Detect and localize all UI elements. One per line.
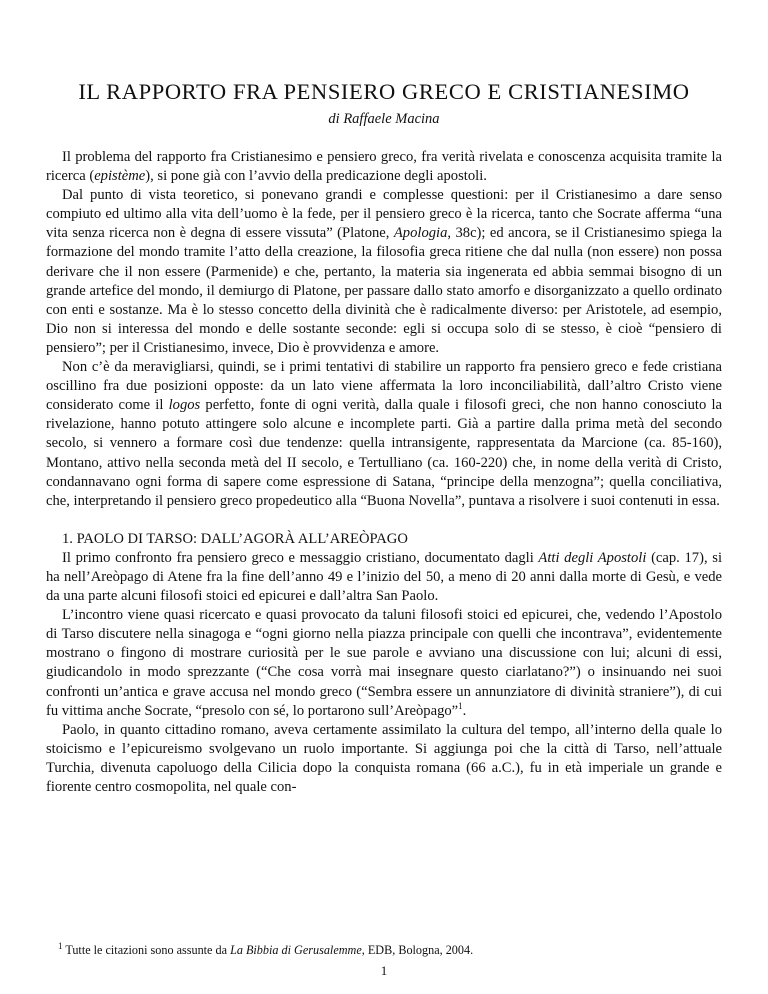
italic-term: logos <box>168 397 201 414</box>
italic-term: Apologia <box>393 225 448 242</box>
text-run: . <box>462 702 467 719</box>
text-run: , EDB, Bologna, 2004. <box>361 943 474 957</box>
footnote <box>46 942 722 958</box>
page-number: 1 <box>380 963 388 978</box>
text-run: Tutte le citazioni sono assunte da <box>62 943 231 957</box>
article-body <box>46 148 722 797</box>
text-run: Non c’è da meravigliarsi, quindi, se i primi tentativi di stabilire un rapporto fra pensiero greco e fede cristiana oscillino fra due posizioni opposte: da un lato viene affermata la loro inconciliabilità, dall’altro Cristo viene considerato come il <box>46 359 722 414</box>
text-run: Il primo confronto fra pensiero greco e messaggio cristiano, documentato dagli <box>62 549 539 566</box>
footnote-number: 1 <box>58 940 63 951</box>
paragraph-6: Paolo, in quanto cittadino romano, aveva certamente assimilato la cultura del tempo, all’interno della quale lo stoicismo e l’epicureismo svolgevano un ruolo importante. Si aggiunga poi che la città di Tarso, nell’attuale Turchia, divenuta capoluogo della Cilicia dopo la conquista romana (66 a.C.), fu in età imperiale un grande e fiorente centro cosmopolita, nel quale con- <box>46 721 722 795</box>
text-run: perfetto, fonte di ogni verità, dalla quale i filosofi greci, che non hanno conosciuto la rivelazione, hanno potuto attingere solo alcune e incomplete parti. Già a partire dalla prima metà del secondo secolo, si vennero a formare così due tendenze: quella intransigente, rappresentata da Marcione (ca. 85-160), Montano, attivo nella seconda metà del II secolo, e Tertulliano (ca. 160-220) che, in nome della verità di Cristo, condannavano ogni forma di sapere come espressione di Satana, “principe della menzogna”; quella conciliativa, che, interpretando il pensiero greco propedeutico alla “Buona Novella”, puntava a risolvere i suoi contenuti in essa. <box>46 397 722 509</box>
text-run: Dal punto di vista teoretico, si ponevano grandi e complesse questioni: per il Cristianesimo a dare senso compiuto ed ultimo alla vita dell’uomo è la fede, per il pensiero greco è la ricerca, tanto che Socrate afferma “una vita senza ricerca non è degna di essere vissuta” (Platone, <box>46 187 722 242</box>
paragraph-2 <box>46 186 722 358</box>
text-run: , 38c); ed ancora, se il Cristianesimo spiega la formazione del mondo tramite l’atto della creazione, la filosofia greca ritiene che dal nulla (non essere) non possa derivare che il non essere (Parmenide) e che, pertanto, la materia sia ingenerata ed abbia semmai bisogno di un grande artefice del mondo, il demiurgo di Platone, per passare dallo stato amorfo e disorganizzato a quello ordinato con enti e sostanze. Ma è lo stesso concetto della divinità che è radicalmente diverso: per Aristotele, ad esempio, Dio non si interessa del mondo e delle sostante seconde: egli si occupa solo di se stesso, è cioè “pensiero di pensiero”; per il Cristianesimo, invece, Dio è provvidenza e amore. <box>46 225 722 356</box>
paragraph-3 <box>46 358 722 511</box>
text-run: L’incontro viene quasi ricercato e quasi provocato da taluni filosofi stoici ed epicurei, che, vedendo l’Apostolo di Tarso discutere nella sinagoga e “ogni giorno nella piazza principale con quelli che incontrava”, evidentemente mostrano o fingono di mostrare curiosità per le sue parole e avviano una discussione con lui; alcuni di essi, giudicandolo in modo sprezzante (“Che cosa vorrà mai insegnare questo ciarlatano?”) o insinuando nei suoi confronti un’antica e grave accusa nel mondo greco (“Sembra essere un annunziatore di divinità straniere”), di cui fu vittima anche Socrate, “presolo con sé, lo portarono sull’Areòpago” <box>46 607 722 719</box>
paragraph-1 <box>46 148 722 186</box>
paragraph-5 <box>46 606 722 721</box>
italic-term: epistème <box>94 168 146 185</box>
article-author: di Raffaele Macina <box>328 111 440 127</box>
text-run: (cap. 17), si ha nell’Areòpago di Atene fra la fine dell’anno 49 e l’inizio del 50, a meno di 20 anni dalla morte di Gesù, e vede da una parte alcuni filosofi stoici ed epicurei e dall’altra San Paolo. <box>46 549 722 605</box>
section-heading: 1. PAOLO DI TARSO: DALL’AGORÀ ALL’AREÒPAGO <box>62 530 408 547</box>
text-run: ), si pone già con l’avvio della predicazione degli apostoli. <box>145 168 487 185</box>
footnote-ref[interactable]: 1 <box>458 700 463 711</box>
italic-term: Atti degli Apostoli <box>538 549 647 566</box>
article-title: IL RAPPORTO FRA PENSIERO GRECO E CRISTIANESIMO <box>78 79 690 104</box>
italic-term: La Bibbia di Gerusalemme <box>230 943 362 957</box>
paragraph-4 <box>46 549 722 606</box>
text-run: Il problema del rapporto fra Cristianesimo e pensiero greco, fra verità rivelata e conoscenza acquisita tramite la ricerca ( <box>46 149 722 185</box>
